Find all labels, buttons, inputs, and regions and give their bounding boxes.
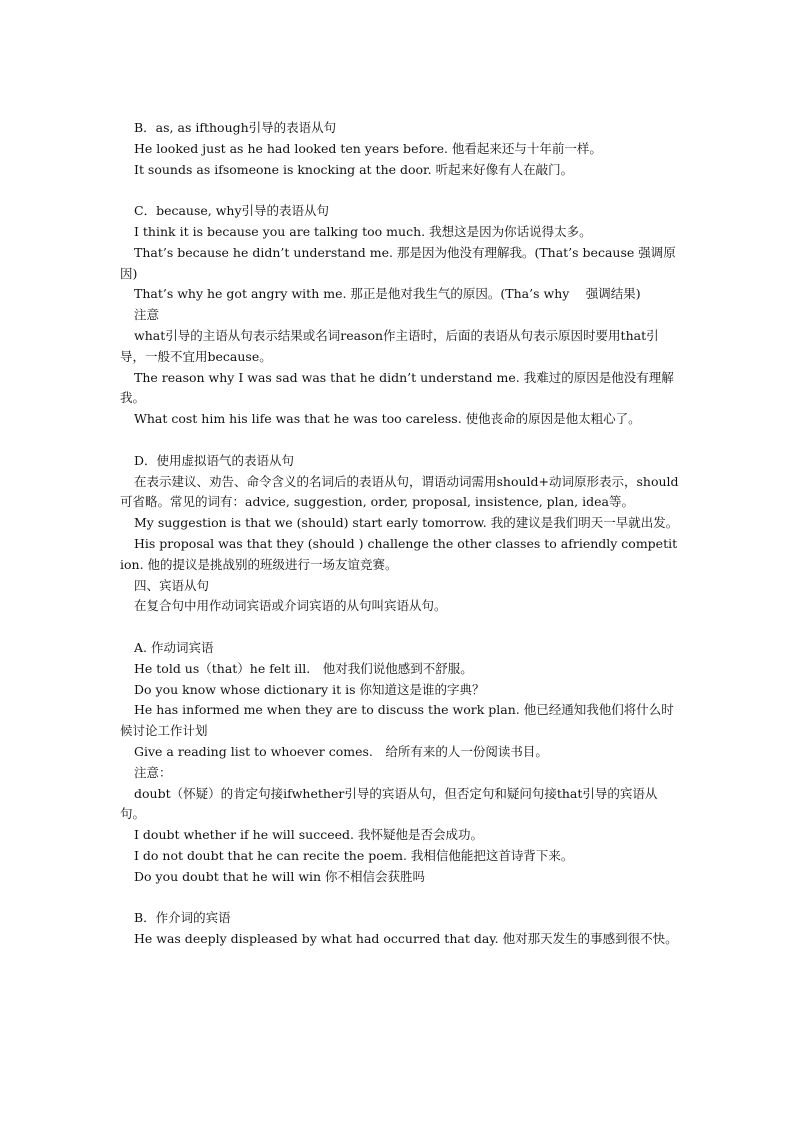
- paragraph: Do you doubt that he will win 你不相信会获胜吗: [134, 868, 426, 884]
- paragraph-gap: [120, 180, 680, 201]
- paragraph: My suggestion is that we (should) start early tomorrow. 我的建议是我们明天一早就出发。: [134, 515, 679, 531]
- paragraph: A. 作动词宾语: [134, 639, 214, 655]
- paragraph: 注意：: [134, 764, 172, 780]
- paragraph-gap: [120, 617, 680, 638]
- paragraph: That’s because he didn’t understand me. 那是因为他没有理解我。(That’s because 强调原因): [120, 244, 676, 281]
- paragraph: I think it is because you are talking too much. 我想这是因为你话说得太多。: [134, 223, 592, 239]
- paragraph: what引导的主语从句表示结果或名词reason作主语时，后面的表语从句表示原因时要用that引导，一般不宜用because。: [120, 327, 659, 364]
- paragraph: It sounds as ifsomeone is knocking at the door. 听起来好像有人在敲门。: [134, 161, 574, 177]
- paragraph: I do not doubt that he can recite the poem. 我相信他能把这首诗背下来。: [134, 847, 574, 863]
- paragraph: He has informed me when they are to discuss the work plan. 他已经通知我他们将什么时候讨论工作计划: [120, 702, 674, 739]
- paragraph: 注意: [134, 307, 160, 323]
- paragraph: 在表示建议、劝告、命令含义的名词后的表语从句，谓语动词需用should+动词原形表示，should可省略。常见的词有：advice, suggestion, order, proposal, insistence, plan, idea等。: [120, 473, 679, 510]
- paragraph: 四、宾语从句: [134, 577, 210, 593]
- paragraph: Give a reading list to whoever comes. 给所有来的人一份阅读书目。: [134, 743, 548, 759]
- paragraph: He was deeply displeased by what had occurred that day. 他对那天发生的事感到很不快。: [134, 931, 678, 947]
- paragraph: That’s why he got angry with me. 那正是他对我生气的原因。(Tha’s why 强调结果): [134, 286, 641, 302]
- paragraph: The reason why I was sad was that he didn’t understand me. 我难过的原因是他没有理解我。: [120, 369, 674, 406]
- paragraph: His proposal was that they (should ) challenge the other classes to afriendly competition. 他的提议是挑战别的班级进行一场友谊竞赛。: [120, 535, 678, 572]
- paragraph: What cost him his life was that he was too careless. 使他丧命的原因是他太粗心了。: [134, 411, 641, 427]
- paragraph: C．because, why引导的表语从句: [134, 203, 330, 219]
- paragraph-gap: [120, 430, 680, 451]
- paragraph: 在复合句中用作动词宾语或介词宾语的从句叫宾语从句。: [134, 598, 447, 614]
- paragraph: doubt（怀疑）的肯定句接ifwhether引导的宾语从句，但否定句和疑问句接that引导的宾语从句。: [120, 785, 658, 822]
- paragraph: He told us（that）he felt ill. 他对我们说他感到不舒服。: [134, 660, 473, 676]
- paragraph: B．作介词的宾语: [134, 910, 231, 926]
- paragraph-gap: [120, 887, 680, 908]
- paragraph: He looked just as he had looked ten years before. 他看起来还与十年前一样。: [134, 140, 602, 156]
- document-body: [120, 118, 680, 950]
- paragraph: D．使用虚拟语气的表语从句: [134, 452, 295, 468]
- paragraph: I doubt whether if he will succeed. 我怀疑他是否会成功。: [134, 827, 483, 843]
- paragraph: B．as, as ifthough引导的表语从句: [134, 120, 337, 135]
- paragraph: Do you know whose dictionary it is 你知道这是谁的字典？: [134, 681, 485, 697]
